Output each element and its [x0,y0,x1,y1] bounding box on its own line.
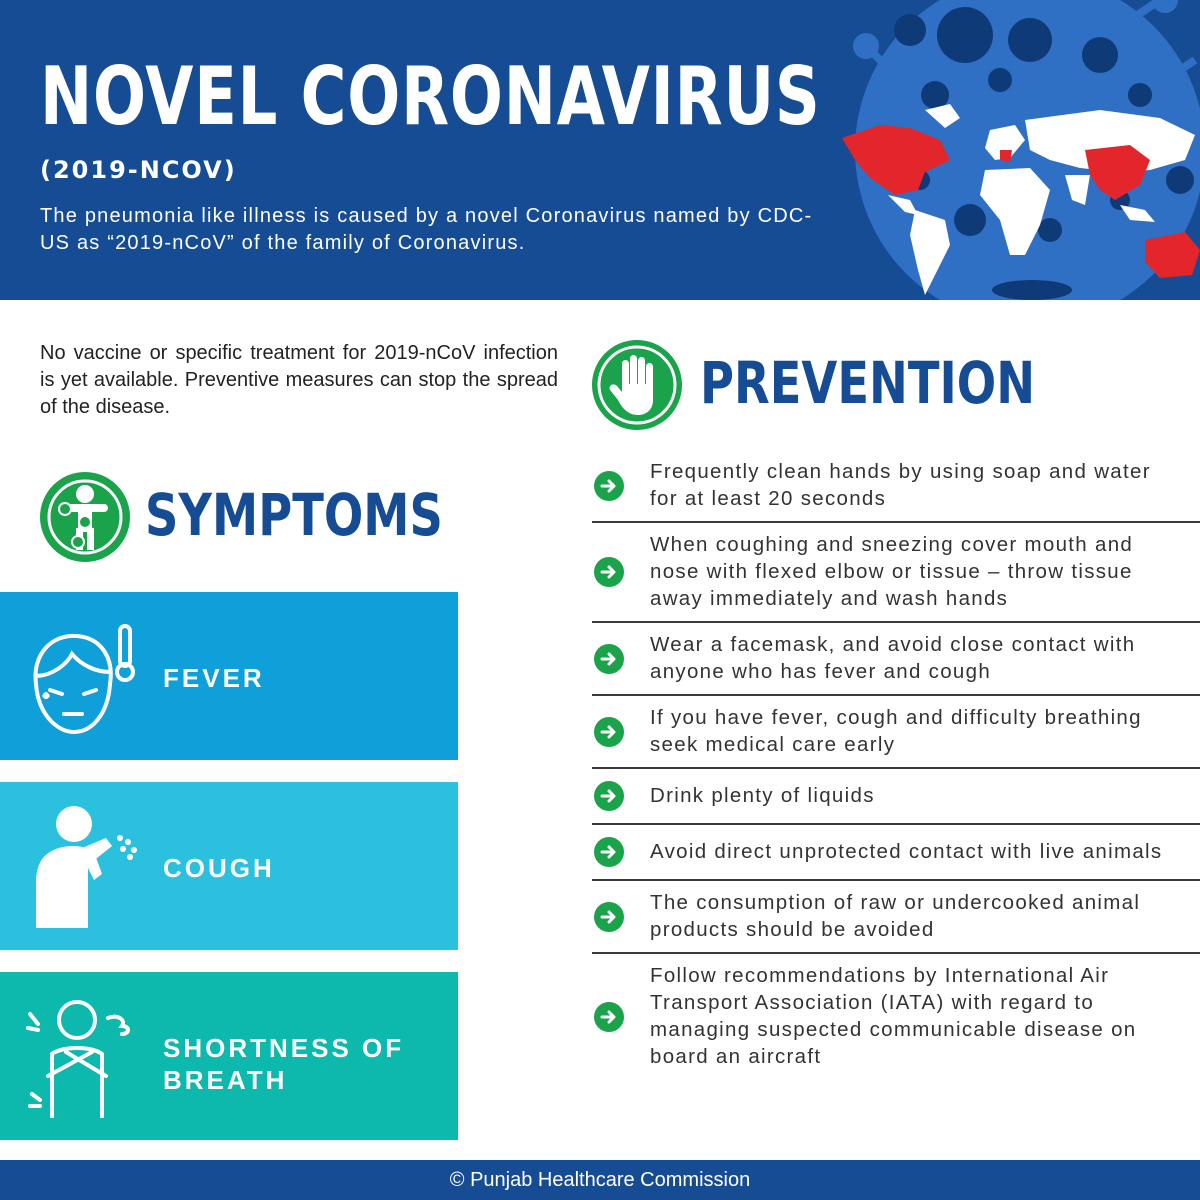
prevention-list [592,450,1200,1079]
arrow-right-icon [594,1002,624,1032]
arrow-right-icon [594,644,624,674]
list-item [592,523,1200,623]
arrow-right-icon [594,837,624,867]
header-banner [0,0,1200,300]
breathless-person-icon [22,994,142,1118]
list-item [592,825,1200,881]
arrow-right-icon [594,902,624,932]
symptoms-heading: SYMPTOMS [145,481,443,549]
prevention-text: Avoid direct unprotected contact with live animals [650,840,1163,863]
cough-person-icon [22,804,142,928]
list-item [592,623,1200,696]
footer-credit: © Punjab Healthcare Commission [0,1160,1200,1200]
prevention-text: Wear a facemask, and avoid close contact with anyone who has fever and cough [650,633,1136,683]
arrow-right-icon [594,557,624,587]
list-item [592,450,1200,523]
intro-text: The pneumonia like illness is caused by a novel Coronavirus named by CDC-US as “2019-nCoV” of the family of Coronavirus. [40,205,813,254]
fever-thermometer-icon [22,614,142,738]
list-item [592,769,1200,825]
symptom-cough-card [0,782,458,950]
arrow-right-icon [594,781,624,811]
symptom-fever-label: FEVER [163,663,265,693]
prevention-text: Frequently clean hands by using soap and water for at least 20 seconds [650,460,1151,510]
prevention-heading: PREVENTION [700,349,1036,417]
arrow-right-icon [594,717,624,747]
prevention-text: If you have fever, cough and difficulty breathing seek medical care early [650,706,1142,756]
treatment-note: No vaccine or specific treatment for 2019-nCoV infection is yet available. Preventive measures can stop the spread of the disease. [40,342,558,418]
virus-particle-icon [800,0,1200,300]
prevention-text: When coughing and sneezing cover mouth and nose with flexed elbow or tissue – throw tissue away immediately and wash hands [650,533,1134,610]
page-subtitle: (2019-NCOV) [40,156,237,184]
body-infection-icon [40,472,130,562]
stop-hand-icon [592,340,682,430]
prevention-text: The consumption of raw or undercooked animal products should be avoided [650,891,1141,941]
prevention-text: Drink plenty of liquids [650,784,875,807]
prevention-text: Follow recommendations by International Air Transport Association (IATA) with regard to managing suspected communicable disease on board an aircraft [650,964,1137,1068]
symptom-breath-label: SHORTNESS OF BREATH [163,1033,405,1095]
symptom-fever-card [0,592,458,760]
list-item [592,881,1200,954]
symptom-cough-label: COUGH [163,853,275,883]
list-item [592,954,1200,1079]
list-item [592,696,1200,769]
arrow-right-icon [594,471,624,501]
symptom-breath-card [0,972,458,1140]
page-title: NOVEL CORONAVIRUS [40,50,821,143]
